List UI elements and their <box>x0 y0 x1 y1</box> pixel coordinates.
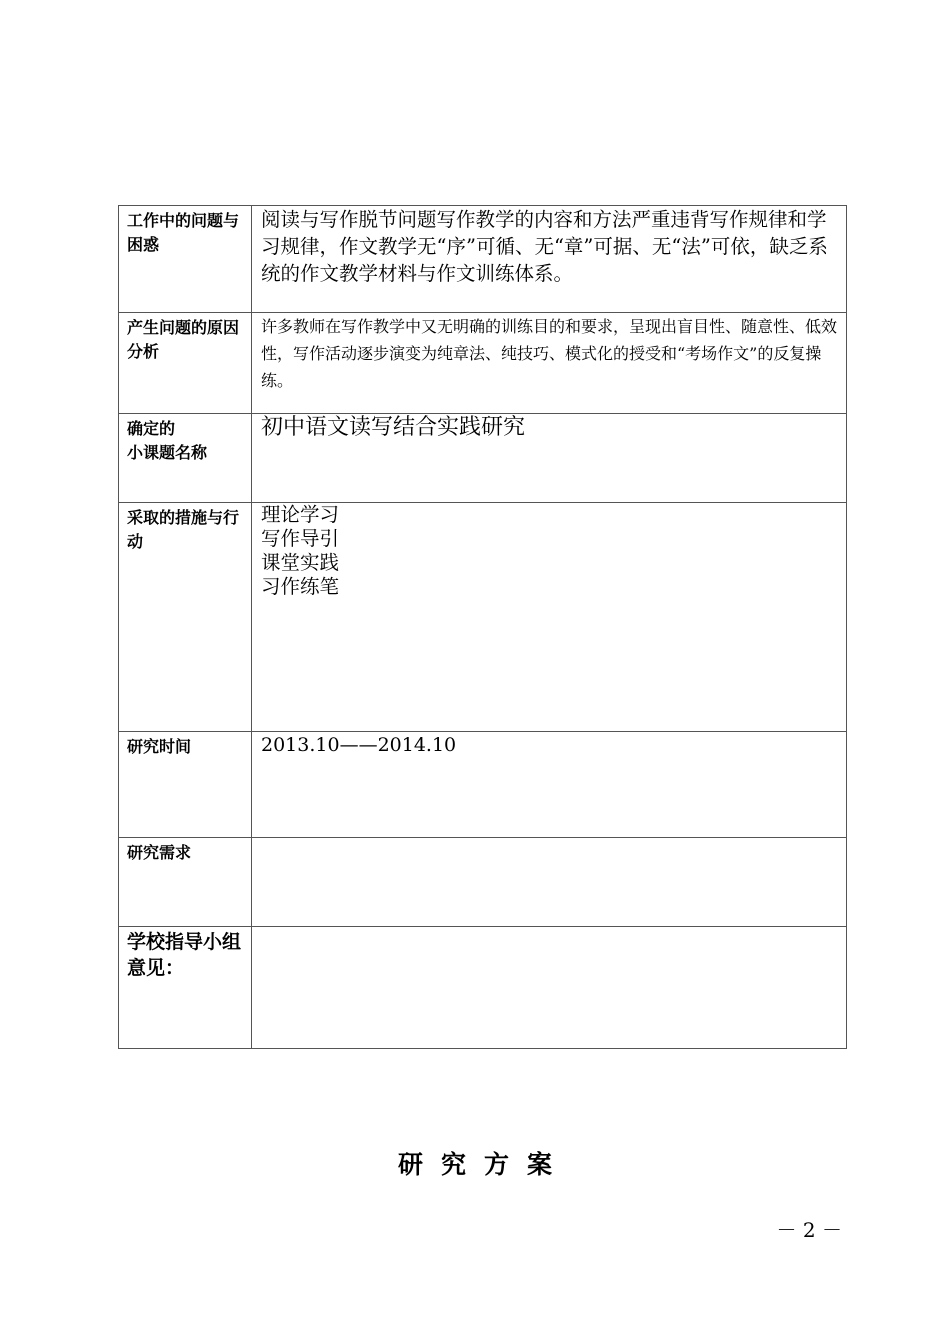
label-topic-name-line2: 小课题名称 <box>127 443 208 462</box>
content-measures <box>252 503 847 732</box>
row-problems <box>119 206 847 313</box>
page-number: － 2 － <box>776 1218 842 1242</box>
label-topic-name-line1: 确定的 <box>127 419 176 438</box>
research-form-table <box>118 205 847 1049</box>
row-topic-name <box>119 414 847 503</box>
measure-item: 理论学习 <box>261 503 340 526</box>
label-research-needs: 研究需求 <box>119 838 252 927</box>
row-cause-analysis <box>119 313 847 414</box>
content-topic-name: 初中语文读写结合实践研究 <box>252 414 847 503</box>
row-school-opinion <box>119 927 847 1049</box>
row-measures <box>119 503 847 732</box>
content-research-needs <box>252 838 847 927</box>
measure-item: 写作导引 <box>261 527 340 550</box>
row-research-time <box>119 732 847 838</box>
section-heading: 研究方案 <box>397 1150 570 1179</box>
label-measures: 采取的措施与行动 <box>119 503 252 732</box>
row-research-needs <box>119 838 847 927</box>
content-cause-analysis: 许多教师在写作教学中又无明确的训练目的和要求，呈现出盲目性、随意性、低效性，写作活动逐步演变为纯章法、纯技巧、模式化的授受和“考场作文”的反复操练。 <box>252 313 847 414</box>
measure-item: 习作练笔 <box>261 575 340 598</box>
content-problems: 阅读与写作脱节问题写作教学的内容和方法严重违背写作规律和学习规律，作文教学无“序”可循、无“章”可据、无“法”可依，缺乏系统的作文教学材料与作文训练体系。 <box>252 206 847 313</box>
label-school-opinion: 学校指导小组意见： <box>119 927 252 1049</box>
measure-item: 课堂实践 <box>261 551 340 574</box>
label-problems: 工作中的问题与困惑 <box>119 206 252 313</box>
content-school-opinion <box>252 927 847 1049</box>
content-research-time: 2013.10——2014.10 <box>252 732 847 838</box>
label-cause-analysis: 产生问题的原因分析 <box>119 313 252 414</box>
label-topic-name <box>119 414 252 503</box>
label-research-time: 研究时间 <box>119 732 252 838</box>
